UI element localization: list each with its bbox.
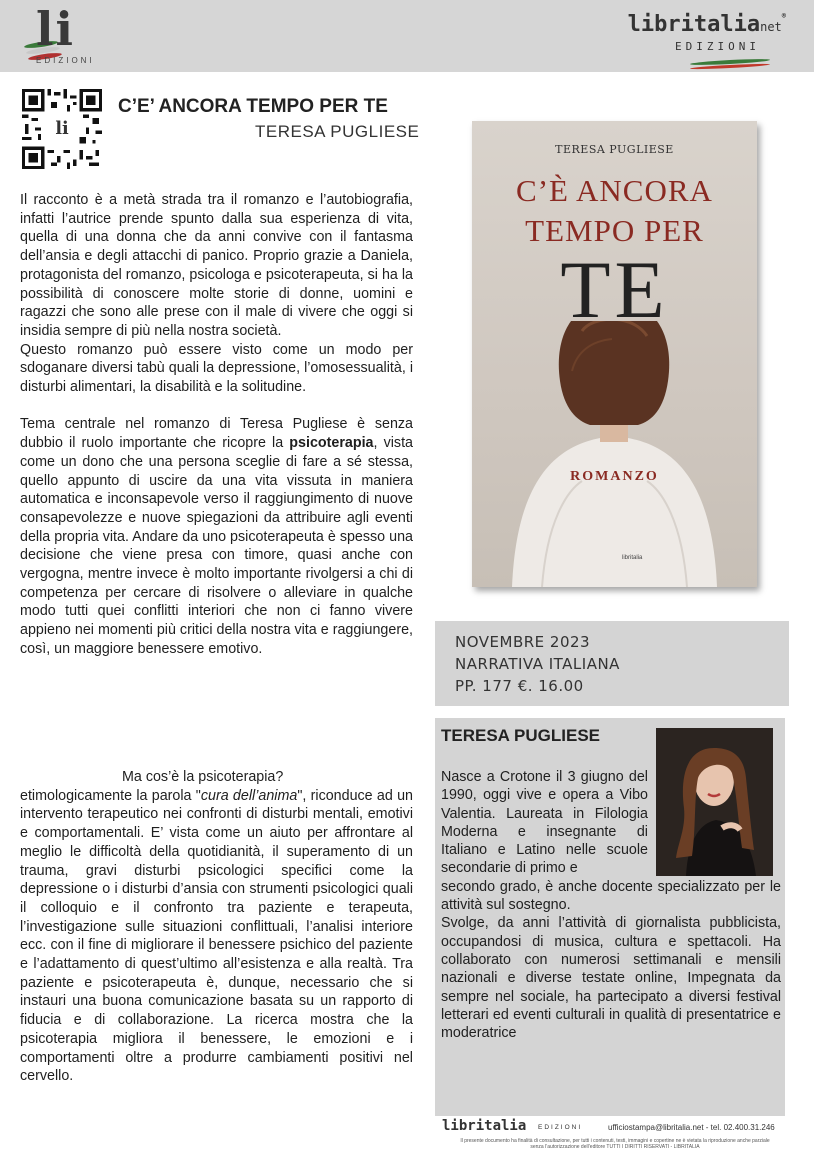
- section-question: Ma cos’è la psicoterapia?: [122, 769, 284, 785]
- svg-text:li: li: [55, 117, 69, 139]
- book-author: TERESA PUGLIESE: [255, 122, 420, 141]
- synopsis-paragraph: Il racconto è a metà strada tra il romanzo e l’autobiografia, infatti l’autrice prende spunto dalla sua esperienza di vita, quella di una donna che da anni convive con il fantasma dell’ansia e degli attacchi di panico. Proprio grazie a Daniela, protagonista del romanzo, psicologa e psicoterapeuta, si ha la possibilità di conoscere molte storie di donne, uomini e ragazzi che sono alle prese con il male di vivere che oggi si insidia sempre di più nella nostra società.: [20, 192, 413, 339]
- logo-subtitle: EDIZIONI: [675, 40, 760, 53]
- libritalia-logo: [627, 10, 800, 66]
- qr-code: [22, 89, 102, 169]
- text-run: , vista come un dono che una persona sceglie di fare a sé stessa, quello appunto di uscire da una vita vissuta in maniera automatica e inconsapevole verso il raggiungimento di nuove consapevolezze e nuove spiegazioni da attribuire agli eventi della propria vita. Andare da uno psicoterapeuta è spesso una decisione che viene presa con timore, quasi anche con vergogna, mentre invece è molto importante rivolgersi a chi di competenza per cercare di risolvere o alleviare in qualche modo tutti quei conflitti interiori che non ci fanno vivere appieno nei momenti più critici della nostra vita e raggiungere, così, un maggiore benessere emotivo.: [20, 435, 413, 657]
- cover-title-big: TE: [560, 244, 669, 335]
- registered-mark: ®: [781, 12, 786, 20]
- li-edizioni-logo: [20, 2, 110, 68]
- synopsis-paragraph: [20, 415, 413, 658]
- footer-disclaimer: [440, 1138, 790, 1150]
- bio-paragraph: secondo grado, è anche docente specializzato per le attività sul sostegno.: [441, 878, 781, 914]
- disclaimer-line: Il presente documento ha finalità di consultazione, per tutti i contenuti, testi, immagini e copertine ne è vietata la riproduzione anche parziale: [460, 1138, 770, 1144]
- disclaimer-line: senza l’autorizzazione dell’editore TUTTI I DIRITTI RISERVATI - LIBRITALIA: [530, 1144, 700, 1150]
- text-run: ", riconduce ad un intervento terapeutico nei confronti di disturbi mentali, emotivi e comportamentali. E’ vista come un aiuto per affrontare al meglio le difficoltà della quotidianità, il superamento di un trauma, gravi disturbi psicologici specifici come la depressione o i disturbi d’ansia con strumenti psicologici quali il colloquio e il confronto tra paziente e terapeuta, l’investigazione sulle situazioni conflittuali, l’analisi interiore ecc. con il fine di migliorare il benessere psichico del paziente e l’adattamento di quest’ultimo all’esistenza e alla realtà. Tra paziente e psicoterapeuta è, dunque, necessario che si instauri una buona comunicazione basata su un rapporto di fiducia e di collaborazione. La ricerca mostra che la psicoterapia migliora il benessere, le emozioni e i comportamenti oltre a produrre cambiamenti positivi nel cervello.: [20, 787, 413, 1085]
- book-cover: [472, 121, 757, 587]
- logo-subtitle: EDIZIONI: [36, 56, 95, 65]
- bio-paragraph: Nasce a Crotone il 3 giugno del 1990, oggi vive e opera a Vibo Valentia. Laureata in Filologia Moderna e insegnante di Italiano e Latino nelle scuole secondarie di primo e: [441, 769, 648, 877]
- book-title: C’E’ ANCORA TEMPO PER TE: [118, 96, 388, 117]
- book-genre: NARRATIVA ITALIANA: [455, 655, 620, 673]
- logo-brand-text: libritalia: [627, 12, 761, 37]
- synopsis-paragraph: Questo romanzo può essere visto come un modo per sdoganare diversi tabù quali la depressione, l’omosessualità, i disturbi alimentari, la disabilità e la solitudine.: [20, 341, 413, 396]
- logo-brand: [628, 12, 786, 37]
- text-run: Tema centrale nel romanzo di Teresa Pugliese è senza dubbio il ruolo importante che ricopre la: [20, 416, 413, 452]
- emphasis-text: psicoterapia: [289, 435, 374, 452]
- footer-contact: ufficiostampa@libritalia.net - tel. 02.400.31.246: [608, 1123, 775, 1132]
- book-info-box: [435, 621, 789, 706]
- logo-brand-suffix: net: [760, 20, 782, 34]
- cover-genre: ROMANZO: [570, 469, 659, 484]
- synopsis: [20, 191, 413, 659]
- logo-mark: li: [36, 2, 75, 56]
- text-run: etimologicamente la parola ": [20, 787, 201, 804]
- publication-date: NOVEMBRE 2023: [455, 633, 591, 651]
- italic-text: cura dell’anima: [200, 787, 298, 804]
- woman-illustration: [472, 321, 757, 587]
- pages-price: PP. 177 €. 16.00: [455, 677, 584, 695]
- cover-title-line: TEMPO PER: [525, 213, 704, 248]
- cover-title-line: C’È ANCORA: [516, 173, 713, 208]
- bio-name: TERESA PUGLIESE: [441, 726, 601, 745]
- author-bio: [435, 718, 785, 1116]
- cover-author: TERESA PUGLIESE: [555, 143, 674, 156]
- page-header: [0, 0, 814, 72]
- section-paragraph: [20, 787, 413, 1086]
- footer-edizioni: EDIZIONI: [538, 1124, 583, 1131]
- bio-text: [441, 768, 781, 1042]
- footer-brand: libritalia: [442, 1118, 527, 1134]
- bio-paragraph: Svolge, da anni l’attività di giornalista pubblicista, occupandosi di musica, cultura e spettacoli. Ha collaborato con numerosi settimanali e mensili nazionali e diverse testate online, Impegnata da sempre nel sociale, ha partecipato a diversi festival letterari ed eventi culturali in qualità di presentatrice e moderatrice: [441, 915, 781, 1042]
- psychotherapy-section: [20, 768, 413, 1086]
- cover-publisher: libritalia: [622, 555, 643, 561]
